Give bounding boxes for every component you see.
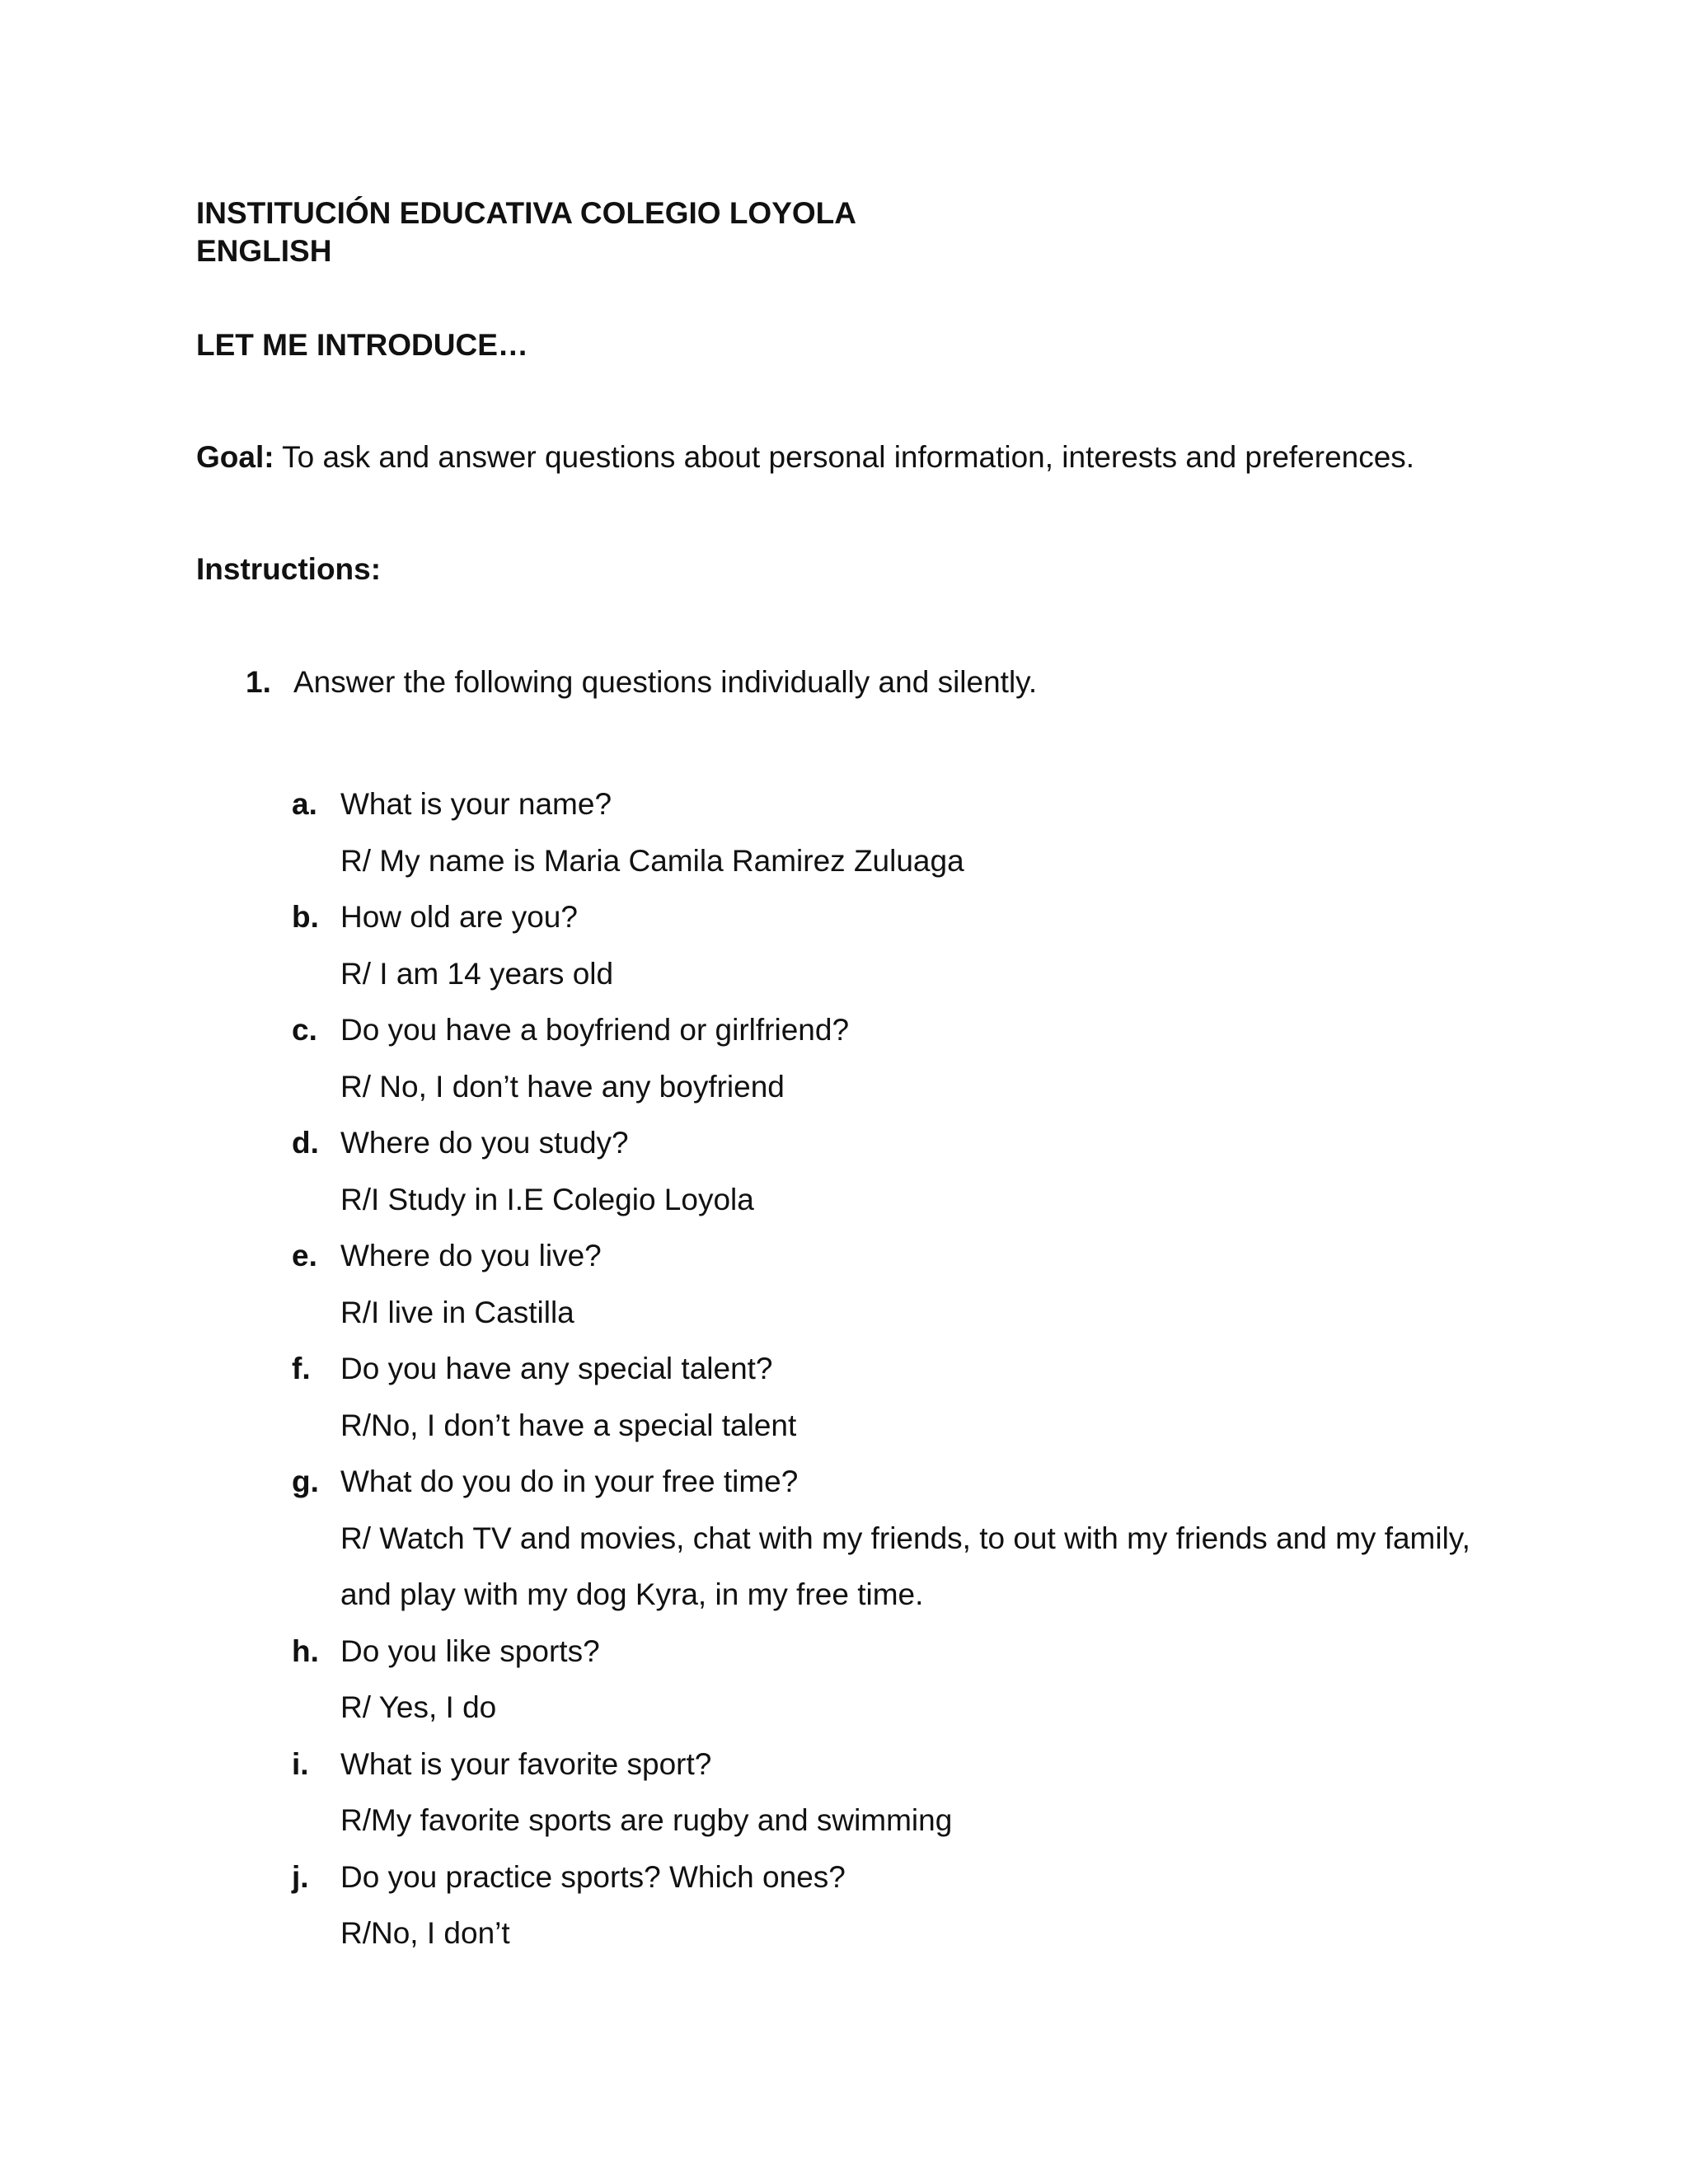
question-text: How old are you?: [340, 900, 578, 934]
question-text: Do you have any special talent?: [340, 1352, 773, 1385]
instructions-label: Instructions:: [196, 552, 382, 586]
answer-text: R/ Watch TV and movies, chat with my friends, to out with my friends and my family,: [340, 1521, 1470, 1555]
question-text: Where do you live?: [340, 1239, 602, 1272]
question-list: [292, 776, 1578, 1962]
answer-text: R/ No, I don’t have any boyfriend: [340, 1069, 785, 1104]
answer-continuation: and play with my dog Kyra, in my free time.: [340, 1577, 924, 1611]
item-letter: i.: [292, 1746, 309, 1781]
answer-text: R/I Study in I.E Colegio Loyola: [340, 1182, 754, 1216]
question-text: What do you do in your free time?: [340, 1465, 799, 1498]
goal-statement: [196, 438, 1414, 476]
item-letter: f.: [292, 1352, 311, 1385]
list-item: [292, 1115, 1578, 1228]
answer-text: R/ I am 14 years old: [340, 956, 614, 991]
list-item: [292, 1454, 1578, 1624]
answer-text: R/I live in Castilla: [340, 1295, 574, 1329]
goal-text: To ask and answer questions about personal information, interests and preferences.: [274, 440, 1415, 474]
list-item: [292, 1228, 1578, 1341]
question-text: Where do you study?: [340, 1126, 629, 1160]
question-text: What is your favorite sport?: [340, 1746, 712, 1781]
answer-text: R/ My name is Maria Camila Ramirez Zuluaga: [340, 843, 964, 878]
subject-name: ENGLISH: [196, 234, 332, 268]
list-item: [292, 776, 1578, 889]
list-item: [292, 1736, 1578, 1849]
item-letter: b.: [292, 900, 319, 934]
question-text: Do you have a boyfriend or girlfriend?: [340, 1013, 850, 1047]
list-item: [292, 1002, 1578, 1115]
question-text: Do you practice sports? Which ones?: [340, 1859, 846, 1894]
answer-text: R/No, I don’t have a special talent: [340, 1408, 797, 1442]
goal-label: Goal:: [196, 440, 274, 474]
answer-text: R/No, I don’t: [340, 1916, 510, 1950]
question-text: What is your name?: [340, 787, 612, 821]
item-letter: e.: [292, 1239, 317, 1272]
page-title: LET ME INTRODUCE…: [196, 328, 528, 362]
item-letter: h.: [292, 1633, 319, 1668]
step-text: Answer the following questions individually and silently.: [293, 665, 1038, 699]
school-name: INSTITUCIÓN EDUCATIVA COLEGIO LOYOLA: [196, 196, 856, 230]
answer-text: R/ Yes, I do: [340, 1690, 497, 1724]
answer-text: R/My favorite sports are rugby and swimming: [340, 1803, 953, 1837]
item-letter: a.: [292, 787, 317, 821]
list-item: [292, 1341, 1578, 1454]
question-text: Do you like sports?: [340, 1633, 600, 1668]
item-letter: d.: [292, 1126, 319, 1160]
list-item: [292, 1624, 1578, 1736]
list-item: [292, 889, 1578, 1002]
item-letter: c.: [292, 1013, 317, 1047]
list-item: [292, 1849, 1578, 1962]
item-letter: g.: [292, 1465, 319, 1498]
item-letter: j.: [292, 1859, 309, 1894]
step-number: 1.: [246, 665, 271, 699]
